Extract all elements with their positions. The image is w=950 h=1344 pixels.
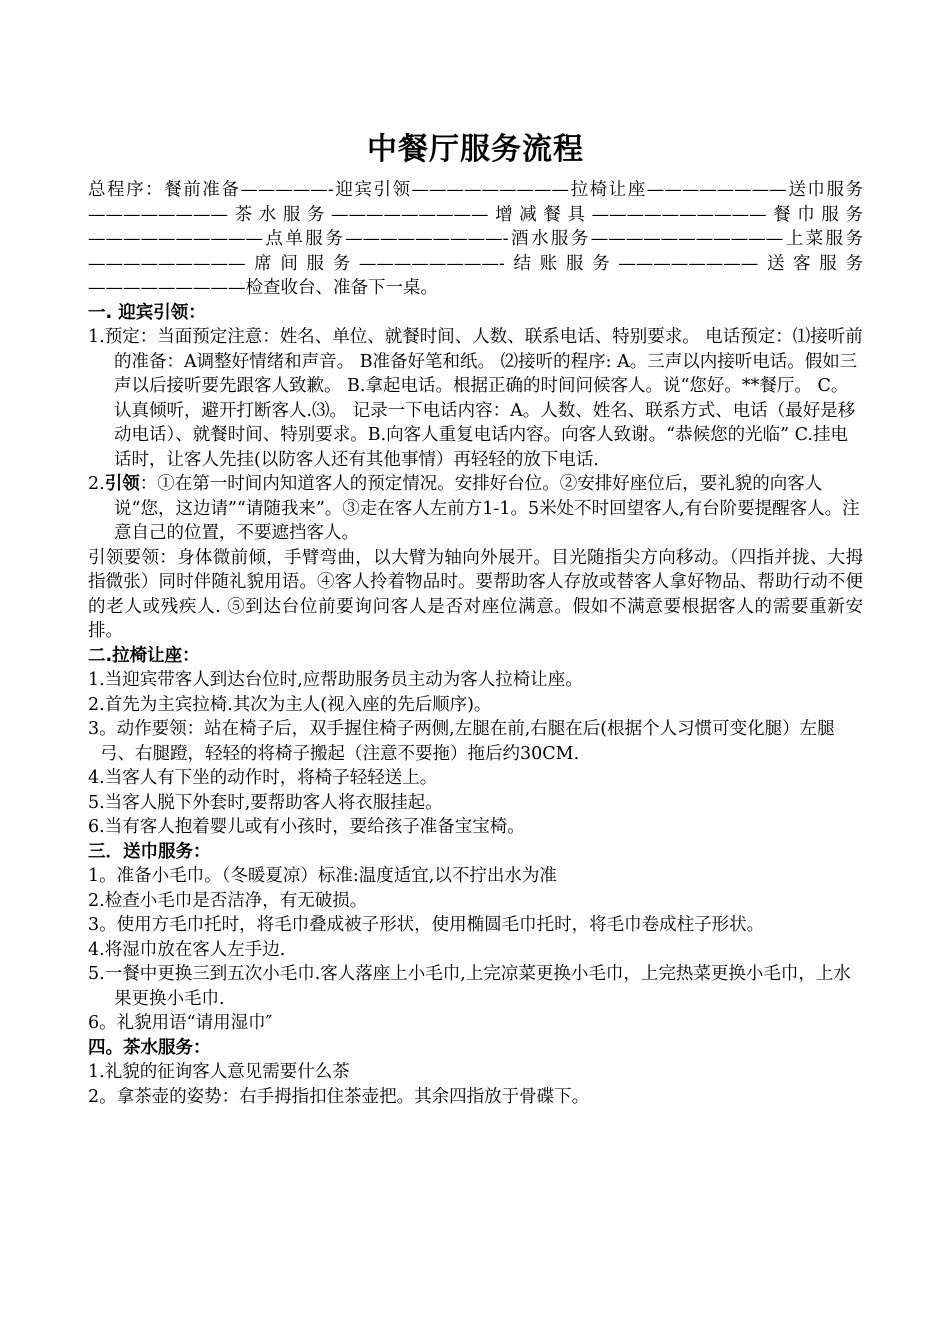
item-text: 动作要领：站在椅子后，双手握住椅子两侧,左腿在前,右腿在后(根据个人习惯可变化腿）左腿弓、右腿蹬，轻轻的将椅子搬起（注意不要拖）拖后约30CM. bbox=[100, 719, 835, 764]
list-item bbox=[88, 717, 863, 766]
item-text: 当迎宾带客人到达台位时,应帮助服务员主动为客人拉椅让座。 bbox=[104, 670, 583, 690]
list-item bbox=[88, 938, 863, 963]
item-label: 引领 bbox=[104, 474, 140, 494]
list-item bbox=[88, 791, 863, 816]
list-item bbox=[88, 325, 863, 472]
item-number: 2. bbox=[88, 474, 105, 494]
list-item bbox=[88, 913, 863, 938]
item-number: 4. bbox=[88, 768, 105, 788]
item-number: 6. bbox=[88, 817, 105, 837]
section-heading-chair: 二.拉椅让座： bbox=[88, 645, 200, 666]
item-number: 6。 bbox=[88, 1013, 117, 1033]
item-number: 1。 bbox=[88, 866, 117, 886]
section-heading-tea: 四。茶水服务： bbox=[88, 1037, 211, 1058]
item-text: 准备小毛巾。（冬暖夏凉）标准:温度适宜,以不拧出水为准 bbox=[116, 866, 557, 886]
list-item bbox=[88, 1085, 863, 1110]
item-number: 1. bbox=[88, 670, 105, 690]
item-number: 5. bbox=[88, 964, 105, 984]
item-text: 一餐中更换三到五次小毛巾.客人落座上小毛巾,上完凉菜更换小毛巾，上完热菜更换小毛巾，上水果更换小毛巾. bbox=[104, 964, 851, 1009]
list-item bbox=[88, 472, 863, 546]
item-text: 礼貌用语“请用湿巾″ bbox=[116, 1013, 273, 1033]
item-number: 4. bbox=[88, 939, 105, 960]
item-text: ：①在第一时间内知道客人的预定情况。安排好台位。②安排好座位后，要礼貌的向客人说“您，这边请”“请随我来”。③走在客人左前方1-1。5米处不时回望客人,有台阶要提醒客人。注意自己的位置，不要遮挡客人。 bbox=[114, 474, 860, 543]
section-heading-towel: 三．送巾服务： bbox=[88, 841, 211, 862]
list-item bbox=[88, 693, 863, 718]
item-text: 使用方毛巾托时，将毛巾叠成被子形状，使用椭圆毛巾托时，将毛巾卷成柱子形状。 bbox=[116, 915, 765, 935]
item-text: 当客人脱下外套时,要帮助客人将衣服挂起。 bbox=[104, 792, 443, 813]
item-text: 拿茶壶的姿势：右手拇指扣住茶壶把。其余四指放于骨碟下。 bbox=[116, 1086, 590, 1107]
list-item bbox=[88, 864, 863, 889]
item-text: 礼貌的征询客人意见需要什么茶 bbox=[104, 1062, 350, 1082]
section-heading-welcome: 一. 迎宾引领： bbox=[88, 302, 206, 323]
item-number: 1. bbox=[88, 327, 105, 347]
item-text: 将湿巾放在客人左手边. bbox=[104, 939, 286, 960]
item-text: 预定：当面预定注意：姓名、单位、就餐时间、人数、联系电话、特别要求。 电话预定：⑴接听前的准备：A调整好情绪和声音。 B准备好笔和纸。 ⑵接听的程序: A。三声以内接听电话。假如三声以后接听要先跟客人致歉。 B.拿起电话。根据正确的时间问候客人。说“您好。**餐厅。 C。认真倾听，避开打断客人.⑶。 记录一下电话内容：A。人数、姓名、联系方式、电话（最好是移动电话）、就餐时间、特别要求。B.向客人重复电话内容。向客人致谢。“恭候您的光临” C.挂电话时，让客人先挂(以防客人还有其他事情）再轻轻的放下电话. bbox=[104, 327, 863, 470]
item-text: 检查小毛巾是否洁净，有无破损。 bbox=[104, 890, 368, 911]
guide-essentials-paragraph: 引领要领：身体微前倾，手臂弯曲，以大臂为轴向外展开。目光随指尖方向移动。（四指并拢、大拇指微张）同时伴随礼貌用语。④客人拎着物品时。要帮助客人存放或替客人拿好物品、帮助行动不便的老人或残疾人. ⑤到达台位前要询问客人是否对座位满意。假如不满意要根据客人的需要重新安排。 bbox=[88, 547, 863, 641]
item-text: 当客人有下坐的动作时，将椅子轻轻送上。 bbox=[104, 768, 438, 788]
list-item bbox=[88, 889, 863, 914]
document-title: 中餐厅服务流程 bbox=[367, 132, 584, 167]
list-item bbox=[88, 766, 863, 791]
list-item bbox=[88, 1060, 863, 1085]
item-number: 3。 bbox=[88, 719, 117, 739]
item-text: 当有客人抱着婴儿或有小孩时，要给孩子准备宝宝椅。 bbox=[104, 817, 525, 837]
list-item bbox=[88, 962, 863, 1011]
item-text: 首先为主宾拉椅.其次为主人(视入座的先后顺序)。 bbox=[104, 694, 492, 715]
item-number: 3。 bbox=[88, 915, 117, 935]
item-number: 1. bbox=[88, 1062, 105, 1082]
item-number: 2。 bbox=[88, 1086, 117, 1107]
item-number: 2. bbox=[88, 694, 105, 715]
item-number: 2. bbox=[88, 890, 105, 911]
document-page bbox=[88, 130, 863, 1109]
list-item bbox=[88, 1011, 863, 1036]
list-item bbox=[88, 815, 863, 840]
overview-paragraph: 总程序：餐前准备—————-迎宾引领—————————拉椅让座————————送巾服务————————茶水服务—————————增减餐具——————————餐巾服务——————————点单服务—————————-酒水服务———————————上菜服务—————————席间服务————————-结账服务————————送客服务—————————检查收台、准备下一桌。 bbox=[88, 180, 863, 298]
item-number: 5. bbox=[88, 792, 105, 813]
list-item bbox=[88, 668, 863, 693]
